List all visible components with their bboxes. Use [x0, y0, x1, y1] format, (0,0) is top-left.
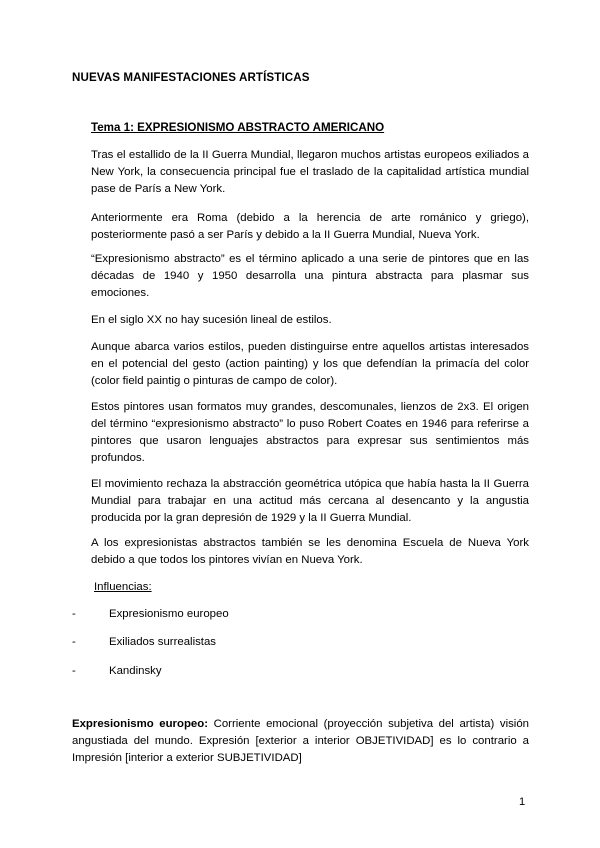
influences-heading: Influencias:: [94, 581, 152, 593]
list-bullet: -: [72, 608, 76, 620]
paragraph: Estos pintores usan formatos muy grandes, descomunales, lienzos de 2x3. El origen del término “expresionismo abstracto” lo puso Robert Coates en 1946 para referirse a pintores que usaron lenguajes abstractos para expresar sus sentimientos más profundos.: [91, 401, 529, 464]
definition-paragraph: [72, 716, 529, 767]
list-bullet: -: [72, 636, 76, 648]
list-bullet: -: [72, 665, 76, 677]
list-item-text: Kandinsky: [109, 665, 162, 677]
definition-text: Corriente emocional (proyección subjetiva del artista) visión angustiada del mundo. Expresión [exterior a interior OBJETIVIDAD] es lo contrario a Impresión [interior a exterior SUBJETIVIDAD]: [72, 718, 529, 764]
paragraph: El movimiento rechaza la abstracción geométrica utópica que había hasta la II Guerra Mundial para trabajar en una actitud más cercana al desencanto y la angustia producida por la gran depresión de 1929 y la II Guerra Mundial.: [91, 478, 529, 524]
paragraph: A los expresionistas abstractos también se les denomina Escuela de Nueva York debido a que todos los pintores vivían en Nueva York.: [91, 537, 529, 566]
paragraph: Aunque abarca varios estilos, pueden distinguirse entre aquellos artistas interesados en el potencial del gesto (action painting) y los que defendían la primacía del color (color field paintig o pinturas de campo de color).: [91, 341, 529, 387]
topic-heading: Tema 1: EXPRESIONISMO ABSTRACTO AMERICANO: [91, 121, 385, 134]
paragraph: En el siglo XX no hay sucesión lineal de estilos.: [91, 314, 332, 326]
list-item-text: Exiliados surrealistas: [109, 636, 216, 648]
list-item-text: Expresionismo europeo: [109, 608, 229, 620]
document-title: NUEVAS MANIFESTACIONES ARTÍSTICAS: [72, 71, 310, 84]
paragraph: “Expresionismo abstracto” es el término aplicado a una serie de pintores que en las décadas de 1940 y 1950 desarrolla una pintura abstracta para plasmar sus emociones.: [91, 253, 529, 299]
paragraph: Tras el estallido de la II Guerra Mundial, llegaron muchos artistas europeos exiliados a New York, la consecuencia principal fue el traslado de la capitalidad artística mundial pase de París a New York.: [91, 149, 529, 195]
page-number: 1: [519, 796, 526, 808]
definition-term: Expresionismo europeo:: [72, 718, 208, 730]
paragraph: Anteriormente era Roma (debido a la herencia de arte románico y griego), posteriormente pasó a ser París y debido a la II Guerra Mundial, Nueva York.: [91, 212, 529, 241]
